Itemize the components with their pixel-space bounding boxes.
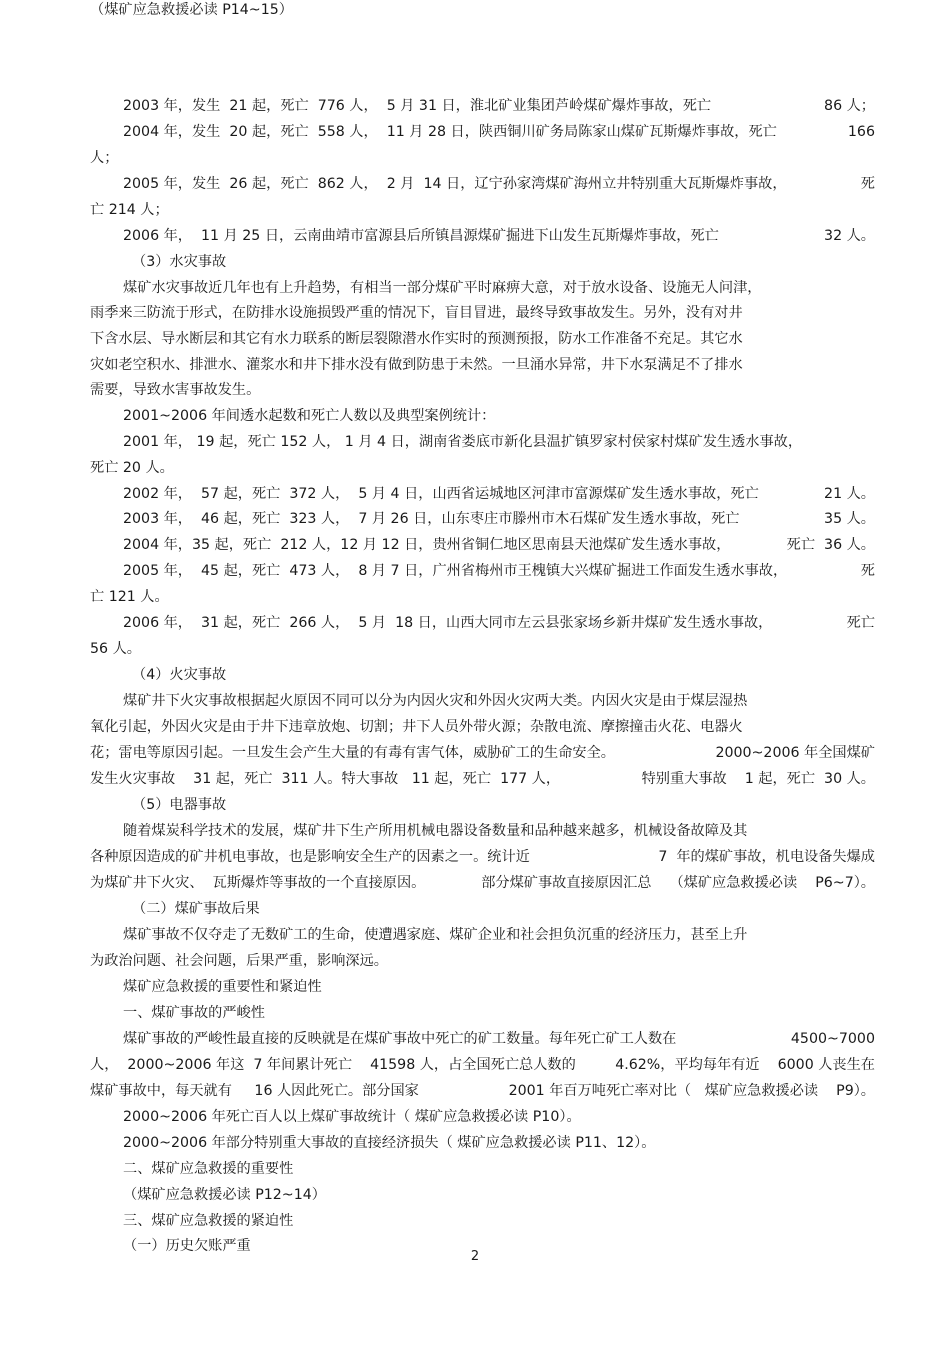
text-line: 雨季来三防流于形式，在防排水设施损毁严重的情况下，盲目冒进，最终导致事故发生。另外，没有对井 [90, 305, 743, 321]
text-line [123, 509, 875, 529]
text-segment: 特别重大事故 1 起，死亡 30 人。 [641, 771, 875, 787]
text-segment: 2006 年， 31 起，死亡 266 人， 5 月 18 日，山西大同市左云县张家场乡新井煤矿发生透水事故， [123, 615, 773, 631]
text-segment: 2003 年， 46 起，死亡 323 人， 7 月 26 日，山东枣庄市滕州市木石煤矿发生透水事故，死亡 [123, 511, 740, 527]
text-segment: 4.62%，平均每年有近 6000 人丧生在 [615, 1057, 875, 1073]
text-segment: 2005 年， 45 起，死亡 473 人， 8 月 7 日，广州省梅州市王槐镇大兴煤矿掘进工作面发生透水事故， [123, 563, 788, 579]
text-line: 2000~2006 年部分特别重大事故的直接经济损失（ 煤矿应急救援必读 P11、12）。 [123, 1135, 656, 1151]
text-line: 二、煤矿应急救援的重要性 [123, 1161, 294, 1177]
text-line [123, 484, 875, 504]
text-line: （煤矿应急救援必读 P12~14） [123, 1187, 326, 1203]
text-line [123, 535, 875, 555]
text-segment: 发生火灾事故 31 起，死亡 311 人。特大事故 11 起，死亡 177 人， [90, 771, 561, 787]
text-segment: 部分煤矿事故直接原因汇总 （煤矿应急救援必读 P6~7）。 [481, 875, 875, 891]
text-line [123, 226, 875, 246]
text-segment: 死亡 [846, 615, 875, 631]
text-segment: 煤矿事故中，每天就有 16 人因此死亡。部分国家 [90, 1083, 419, 1099]
text-segment: 7 年的煤矿事故，机电设备失爆成 [658, 849, 875, 865]
text-segment: 2001 年百万吨死亡率对比（ 煤矿应急救援必读 P9）。 [508, 1083, 875, 1099]
text-line [90, 873, 875, 893]
text-line: （二）煤矿事故后果 [132, 901, 260, 917]
text-line [123, 122, 875, 142]
text-line: 为政治问题、社会问题，后果严重，影响深远。 [90, 953, 388, 969]
text-line: 灾如老空积水、排泄水、灌浆水和井下排水没有做到防患于未然。一旦涌水异常，井下水泵满足不了排水 [90, 357, 743, 373]
text-line [90, 1055, 875, 1075]
text-line: 2001~2006 年间透水起数和死亡人数以及典型案例统计： [123, 408, 496, 424]
text-line [123, 96, 875, 116]
text-line: （3）水灾事故 [132, 254, 227, 270]
text-segment: 死 [860, 176, 875, 192]
text-segment: 花；雷电等原因引起。一旦发生会产生大量的有毒有害气体，威胁矿工的生命安全。 [90, 745, 615, 761]
text-line [90, 1081, 875, 1101]
text-line [90, 743, 875, 763]
text-line: 2000~2006 年死亡百人以上煤矿事故统计（ 煤矿应急救援必读 P10）。 [123, 1109, 581, 1125]
text-line: 亡 214 人； [90, 202, 169, 218]
text-segment: 2005 年，发生 26 起，死亡 862 人， 2 月 14 日，辽宁孙家湾煤矿海州立井特别重大瓦斯爆炸事故， [123, 176, 787, 192]
text-line: 人； [90, 150, 119, 166]
text-line [123, 613, 875, 633]
text-segment: 2002 年， 57 起，死亡 372 人， 5 月 4 日，山西省运城地区河津市富源煤矿发生透水事故，死亡 [123, 486, 759, 502]
page-number: 2 [470, 1249, 480, 1264]
text-segment: 32 人。 [824, 228, 875, 244]
text-line: （煤矿应急救援必读 P14~15） [90, 2, 293, 18]
text-segment: 煤矿事故的严峻性最直接的反映就是在煤矿事故中死亡的矿工数量。每年死亡矿工人数在 [123, 1031, 677, 1047]
text-line: （一）历史欠账严重 [123, 1238, 251, 1254]
text-line [123, 174, 875, 194]
text-line [90, 847, 875, 867]
text-segment: 21 人。 [824, 486, 875, 502]
text-line: 煤矿应急救援的重要性和紧迫性 [123, 979, 322, 995]
text-segment: 2004 年，发生 20 起，死亡 558 人， 11 月 28 日，陕西铜川矿务局陈家山煤矿瓦斯爆炸事故，死亡 [123, 124, 777, 140]
text-line: 煤矿井下火灾事故根据起火原因不同可以分为内因火灾和外因火灾两大类。内因火灾是由于煤层湿热 [123, 693, 748, 709]
text-segment: 死亡 36 人。 [786, 537, 875, 553]
text-segment: 166 [847, 124, 875, 140]
text-segment: 死 [860, 563, 875, 579]
text-line: 亡 121 人。 [90, 589, 169, 605]
text-line [90, 769, 875, 789]
text-line: 2001 年， 19 起，死亡 152 人， 1 月 4 日，湖南省娄底市新化县温扩镇罗家村侯家村煤矿发生透水事故， [123, 434, 803, 450]
text-line: 煤矿水灾事故近几年也有上升趋势，有相当一部分煤矿平时麻痹大意，对于放水设备、设施无人问津， [123, 280, 762, 296]
text-segment: 2003 年，发生 21 起，死亡 776 人， 5 月 31 日，淮北矿业集团芦岭煤矿爆炸事故，死亡 [123, 98, 712, 114]
text-line: 一、煤矿事故的严峻性 [123, 1005, 265, 1021]
text-segment: 为煤矿井下火灾、 瓦斯爆炸等事故的一个直接原因。 [90, 875, 426, 891]
text-segment: 86 人； [824, 98, 875, 114]
text-line: 煤矿事故不仅夺走了无数矿工的生命，使遭遇家庭、煤矿企业和社会担负沉重的经济压力，甚至上升 [123, 927, 748, 943]
text-line: 需要，导致水害事故发生。 [90, 382, 261, 398]
text-segment: 35 人。 [824, 511, 875, 527]
text-segment: 2006 年， 11 月 25 日，云南曲靖市富源县后所镇昌源煤矿掘进下山发生瓦斯爆炸事故，死亡 [123, 228, 719, 244]
text-segment: 2004 年，35 起，死亡 212 人，12 月 12 日，贵州省铜仁地区思南县天池煤矿发生透水事故， [123, 537, 731, 553]
text-line [123, 1029, 875, 1049]
text-line: 氧化引起，外因火灾是由于井下违章放炮、切割；井下人员外带火源；杂散电流、摩擦撞击火花、电器火 [90, 719, 743, 735]
text-line: 下含水层、导水断层和其它有水力联系的断层裂隙潜水作实时的预测预报，防水工作准备不充足。其它水 [90, 331, 743, 347]
text-segment: 2000~2006 年全国煤矿 [715, 745, 875, 761]
text-line: 随着煤炭科学技术的发展，煤矿井下生产所用机械电器设备数量和品种越来越多，机械设备故障及其 [123, 823, 748, 839]
text-segment: 各种原因造成的矿井机电事故，也是影响安全生产的因素之一。统计近 [90, 849, 530, 865]
text-line: 56 人。 [90, 641, 141, 657]
text-line: 死亡 20 人。 [90, 460, 174, 476]
text-segment: 人， 2000~2006 年这 7 年间累计死亡 41598 人，占全国死亡总人数的 [90, 1057, 576, 1073]
text-line [123, 561, 875, 581]
text-line: 三、煤矿应急救援的紧迫性 [123, 1213, 294, 1229]
text-line: （5）电器事故 [132, 797, 227, 813]
text-line: （4）火灾事故 [132, 667, 227, 683]
text-segment: 4500~7000 [790, 1031, 875, 1047]
